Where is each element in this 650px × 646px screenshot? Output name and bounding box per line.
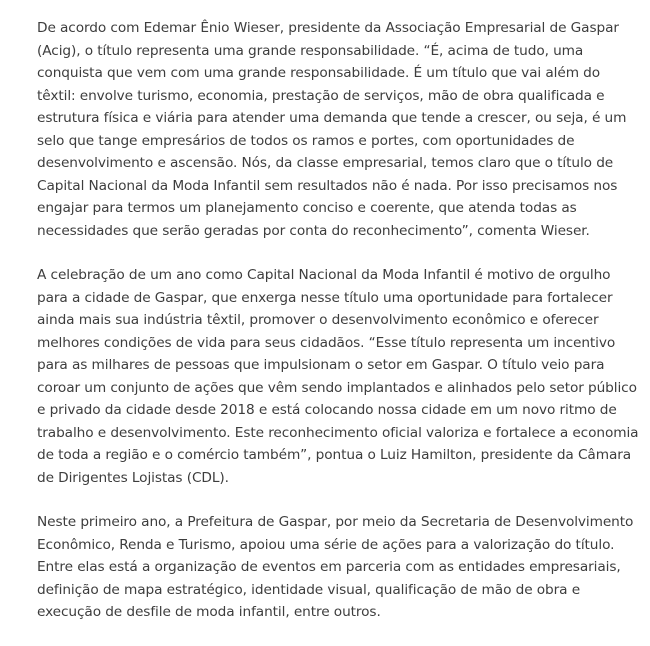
article-body <box>37 17 641 646</box>
paragraph-cdl-quote: A celebração de um ano como Capital Nacional da Moda Infantil é motivo de orgulho para a cidade de Gaspar, que enxerga nesse título uma oportunidade para fortalecer ainda mais sua indústria têxtil, promover o desenvolvimento econômico e oferecer melhores condições de vida para seus cidadãos. “Esse título representa um incentivo para as milhares de pessoas que impulsionam o setor em Gaspar. O título veio para coroar um conjunto de ações que vêm sendo implantados e alinhados pelo setor público e privado da cidade desde 2018 e está colocando nossa cidade em um novo ritmo de trabalho e desenvolvimento. Este reconhecimento oficial valoriza e fortalece a economia de toda a região e o comércio também”, pontua o Luiz Hamilton, presidente da Câmara de Dirigentes Lojistas (CDL). <box>37 267 639 486</box>
paragraph-acig-quote: De acordo com Edemar Ênio Wieser, presidente da Associação Empresarial de Gaspar (Acig), o título representa uma grande responsabilidade. “É, acima de tudo, uma conquista que vem com uma grande responsabilidade. É um título que vai além do têxtil: envolve turismo, economia, prestação de serviços, mão de obra qualificada e estrutura física e viária para atender uma demanda que tende a crescer, ou seja, é um selo que tange empresários de todos os ramos e portes, com oportunidades de desenvolvimento e ascensão. Nós, da classe empresarial, temos claro que o título de Capital Nacional da Moda Infantil sem resultados não é nada. Por isso precisamos nos engajar para termos um planejamento conciso e coerente, que atenda todas as necessidades que serão geradas por conta do reconhecimento”, comenta Wieser. <box>37 20 627 239</box>
paragraph-prefeitura-actions: Neste primeiro ano, a Prefeitura de Gaspar, por meio da Secretaria de Desenvolvimento Econômico, Renda e Turismo, apoiou uma série de ações para a valorização do título. Entre elas está a organização de eventos em parceria com as entidades empresariais, definição de mapa estratégico, identidade visual, qualificação de mão de obra e execução de desfile de moda infantil, entre outros. <box>37 514 634 620</box>
